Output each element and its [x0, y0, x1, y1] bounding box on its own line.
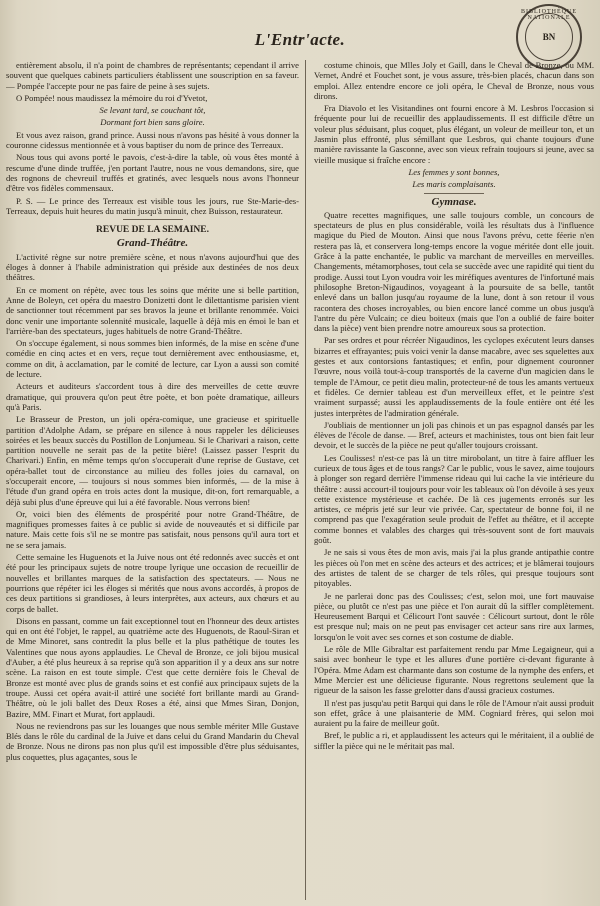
paragraph: Or, voici bien des éléments de prospérité pour notre Grand-Théâtre, de magnifiques promesses faites à ce public si avide de nouveautés et si difficile par nature. Mais cette fois s'il ne se montre pas satisfait, nous pensons qu'il aura tort et ne se sera jamais. [6, 508, 299, 550]
stamp-center: BN [525, 13, 573, 61]
verse-line: Se levant tard, se couchant tôt, [99, 105, 206, 116]
paragraph: Nous tous qui avons porté le pavois, c'est-à-dire la table, où vous êtes monté à rescume d'une dinde truffée, j'en portant l'autre, nous ne vous demandons, sire, que des rognons de chevreuil truffés et gratinés, avec lesquels nous avons l'honneur d'être vos fidèles commensaux. [6, 152, 299, 194]
section-title: REVUE DE LA SEMAINE. [96, 225, 209, 236]
paragraph: Et vous avez raison, grand prince. Aussi nous n'avons pas hésité à vous donner la couronne cidessus mentionnée et à vous baptiser du nom de prince des Terreaux. [6, 129, 299, 151]
paragraph: Cette semaine les Huguenots et la Juive nous ont été redonnés avec succès et ont été pour les principaux sujets de notre troupe lyrique une occasion de recueillir de nouvelles et brillantes marques de la satisfaction des spectateurs. — Nous ne pourrions que répéter ici les éloges si mérités que nous avons accordés, à propos de ces deux partitions si grandioses, à leurs interprètes, aux acteurs, aux chœurs et au corps de ballet. [6, 552, 299, 614]
paragraph: Le Brasseur de Preston, un joli opéra-comique, une gracieuse et spirituelle partition d'Adolphe Adam, se prépare en silence à nous rappeler les délicieuses soirées et les beaux succès du Postillon de Lonjumeau. Si le Charivari a raison, cette partition nouvelle ne serait pas de la petite bière! (Laissez passer l'esprit du Charivari.) Enfin, en même temps qu'on s'occuperait d'une reprise de Gustave, cet opéra-ballet tout de circonstance au milieu des folles joies du carnaval, on s'occuperait encore, — toujours si nous sommes bien informés, — de la mise à l'étude d'un grand opéra en trois actes dont la musique, dit-on, fort remarquable, a déjà subi plus d'une épreuve qui lui a été favorable. Nous verrons bien! [6, 414, 299, 507]
paragraph: Je ne sais si vous êtes de mon avis, mais j'ai la plus grande antipathie contre les pièces où l'on met en scène des acteurs et des actrices; et je blâmerai toujours des artistes de talent de se charger de tels rôles, qui presque toujours sont pitoyables. [314, 547, 594, 589]
section-divider [424, 193, 484, 194]
paragraph: On s'occupe également, si nous sommes bien informés, de la mise en scène d'une comédie en cinq actes et en vers, reçue tout dernièrement avec enthousiasme, et, comme on dit, à acclamation, par le comité de lecture, car Lyon a aussi son comité de lecture. [6, 338, 299, 380]
verse-line: Dormant fort bien sans gloire. [100, 117, 205, 128]
paragraph: Le rôle de Mlle Gibraltar est parfaitement rendu par Mme Legaigneur, qui a saisi avec bonheur le type et les allures d'une portière ci-devant figurante à l'Opéra. Mme Adam est charmante dans son costume de la nymphe des enfers, et Mme Mercier est une délicieuse figurante. Nous regrettons seulement que la rigueur de la saison les fasse grelotter dans d'aussi gracieux costumes. [314, 644, 594, 696]
paragraph: Fra Diavolo et les Visitandines ont fourni encore à M. Lesbros l'occasion si fréquente pour lui de recueillir des applaudissements. Il est difficile d'être un voleur plus séduisant, plus coquet, plus élégant, un voleur de meilleur ton, et un Jasmin plus effronté, plus sémillant que Lesbros, qui chante toujours d'une manière ravissante la Gasconne, avec son vieux refrain toujours si jeune, avec sa vieille musique si fraîche encore : [314, 103, 594, 165]
paragraph: L'activité règne sur notre première scène, et nous n'avons aujourd'hui que des éloges à donner à l'habile administration qui préside aux destinées de nos deux théâtres. [6, 251, 299, 283]
section-divider [123, 219, 183, 220]
stamp-ring-text: BIBLIOTHÈQUE NATIONALE [521, 9, 577, 21]
paragraph: Bref, le public a ri, et applaudissent les acteurs qui le méritaient, il a oublié de siffler la pièce qui ne le méritait pas mal. [314, 730, 594, 751]
paragraph: Il n'est pas jusqu'au petit Barqui qui dans le rôle de l'Amour n'ait aussi produit son effet, grâce à une plaisanterie de MM. Cogniard frères, qui selon moi auraient pu la faire de meilleur goût. [314, 697, 594, 729]
paragraph: Les Coulisses! n'est-ce pas là un titre mirobolant, un titre à faire affluer les curieux de tous âges et de tous rangs? Car le public, vous le savez, aime toujours à plonger son regard derrière l'immense rideau qui lui cache la vie intérieure du théâtre : aussi accourt-il toujours pour voir les tableaux où l'on dévoile à ses yeux cette existence mystérieuse et cachée. De là ces jugements erronés sur les artistes, ce mépris jeté sur leur vie privée. Car, spectateur de bonne foi, il ne comprend pas que l'exagération seule produit de l'effet au théâtre, et il accepte comme bonnes et valables des charges qui très-souvent sont de fort mauvais goût. [314, 452, 594, 546]
right-column [314, 60, 594, 900]
verse-line: Les maris complaisants. [412, 179, 496, 190]
left-column [6, 60, 299, 900]
paragraph: O Pompée! nous maudissez la mémoire du roi d'Yvetot, [16, 92, 208, 103]
postscript: P. S. — Le prince des Terreaux est visible tous les jours, rue Ste-Marie-des-Terreaux, depuis huit heures du matin jusqu'à minuit, chez Buisson, restaurateur. [6, 195, 299, 216]
paragraph: Acteurs et auditeurs s'accordent tous à dire des merveilles de cette œuvre dramatique, qui prouvera qu'on peut être poète, et bon poète dramatique, ailleurs qu'à Paris. [6, 381, 299, 412]
paragraph: entièrement absolu, il n'a point de chambres de représentants; cependant il arrive souvent que quelques cabinets particuliers établissent une souscription en sa faveur. — Pompée l'accepte pour ne pas faire de peine à ses sujets. [6, 60, 299, 91]
paragraph: costume chinois, que Mlles Joly et Gaill, dans le Cheval de Bronze, ou MM. Vernet, André et Fouchet sont, je vous assure, très-bien placés, chacun dans son emploi. Allez entendre encore ce joli opéra, le Cheval de Bronze, nous vous dirons. [314, 60, 594, 101]
paragraph: Quatre recettes magnifiques, une salle toujours comble, un concours de spectateurs de plus en plus considérable, voilà les résultats dus à l'influence magique du Pied de Mouton. Ainsi que nous l'avons prévu, cette féerie n'en restera pas là, et conservera long-temps encore la vogue méritée dont elle jouit. Grâce à la patte enchantée, le public va marchant de merveilles en merveilles. Changements, métamorphoses, tout cela se succède avec une rapidité qui tient du prodige. Aussi tout Lyon voudra voir les miréfiques aventures de l'infortuné mais philosophe Breton-Nigaudinos, voyageant à la poursuite de sa belle, tantôt enlevé dans un ballon jusqu'au royaume de la lune, dont à son retour il vous racontera des choses incroyables, ou bien encore lancé comme un obus jusqu'à l'antre du père Vulcain; ce dieu boiteux (mais que l'on a oublié de faire boiter dans la pièce) vent bien prendre notre amoureux sous sa protection. [314, 209, 594, 334]
verse-line: Les femmes y sont bonnes, [408, 166, 500, 177]
subsection-title-gymnase: Gymnase. [431, 195, 477, 208]
subsection-title-grand-theatre: Grand-Théâtre. [116, 237, 189, 250]
paragraph: Par ses ordres et pour récréer Nigaudinos, les cyclopes exécutent leurs danses bizarres et effrayantes; puis voici venir la danse macabre, avec ses squelettes aux gestes et aux contorsions fantastiques; et enfin, pour dignement couronner l'œuvre, nous voilà tout-à-coup transportés de la caverne d'un magicien dans le temple de l'Amour, ce petit dieu malin, protecteur-né de tous les amants vertueux et fidèles. Ce dernier tableau est d'un merveilleux effet, et le peintre s'est vraiment surpassé; aussi les applaudissements de la foule entière ont été les justes interprètes de l'admiration générale. [314, 335, 594, 418]
masthead-title: L'Entr'acte. [254, 30, 346, 49]
paragraph: Je ne parlerai donc pas des Coulisses; c'est, selon moi, une fort mauvaise pièce, ou plutôt ce n'est pas une pièce et l'on aurait dû la siffler complètement. Heureusement Barqui et Célicourt l'ont sauvée : Célicourt surtout, dont le rôle est presque nul; mais on ne peut pas envisager cet acteur sans rire aux larmes, lorsqu'on le voit avec ses cornes et son costume de diable. [314, 590, 594, 642]
column-divider [305, 60, 306, 900]
paragraph: Nous ne reviendrons pas sur les louanges que nous semble mériter Mlle Gustave Blés dans le rôle du cardinal de la Juive et dans celui du Grand Mandarin du Cheval de Bronze. Nous ne dirons pas non plus qu'il est impossible d'être plus séduisantes, plus coquettes, plus agaçantes, sous le [6, 720, 299, 762]
paragraph: Disons en passant, comme un fait exceptionnel tout en l'honneur des deux artistes qui en ont été l'objet, le rappel, au quatrième acte des Huguenots, de Raoul-Siran et de Mme Minoret, sans contredit la plus belle et la plus pathétique de toutes les Valentines que nous ayons applaudies. Le Cheval de Bronze, ce joli bijou musical d'Auber, a été plus heureux à sa reprise qu'à son apparition il y a deux ans sur notre scène. La raison en est toute simple. C'est que cette dernière fois le Cheval de Bronze est monté avec plus de grands soins et est confié aux principaux sujets de la troupe. Aussi cet opéra avait-il attiré une société fort brillante mardi au Grand-Théâtre, où le joli ballet des Deux Roses a été, ainsi que Mmes Siran, Donjon, Bazire, MM. Finart et Murat, fort applaudi. [6, 615, 299, 719]
paragraph: En ce moment on répète, avec tous les soins que mérite une si belle partition, Anne de Boleyn, cet opéra du maestro Donizetti dont le dilettantisme parisien vient de sanctionner tout récemment par ses bravos la jeune et brillante renommée. Voici donc venir une importante solennité musicale, laquelle à déjà mis en émoi le ban et l'arrière-ban des spectateurs, juges habituels de notre Grand-Théâtre. [6, 284, 299, 336]
paragraph: J'oubliais de mentionner un joli pas chinois et un pas espagnol dansés par les élèves de l'école de danse. — Bref, acteurs et machinistes, tous ont bien fait leur devoir, et le succès de la pièce ne peut qu'aller toujours croissant. [314, 419, 594, 451]
